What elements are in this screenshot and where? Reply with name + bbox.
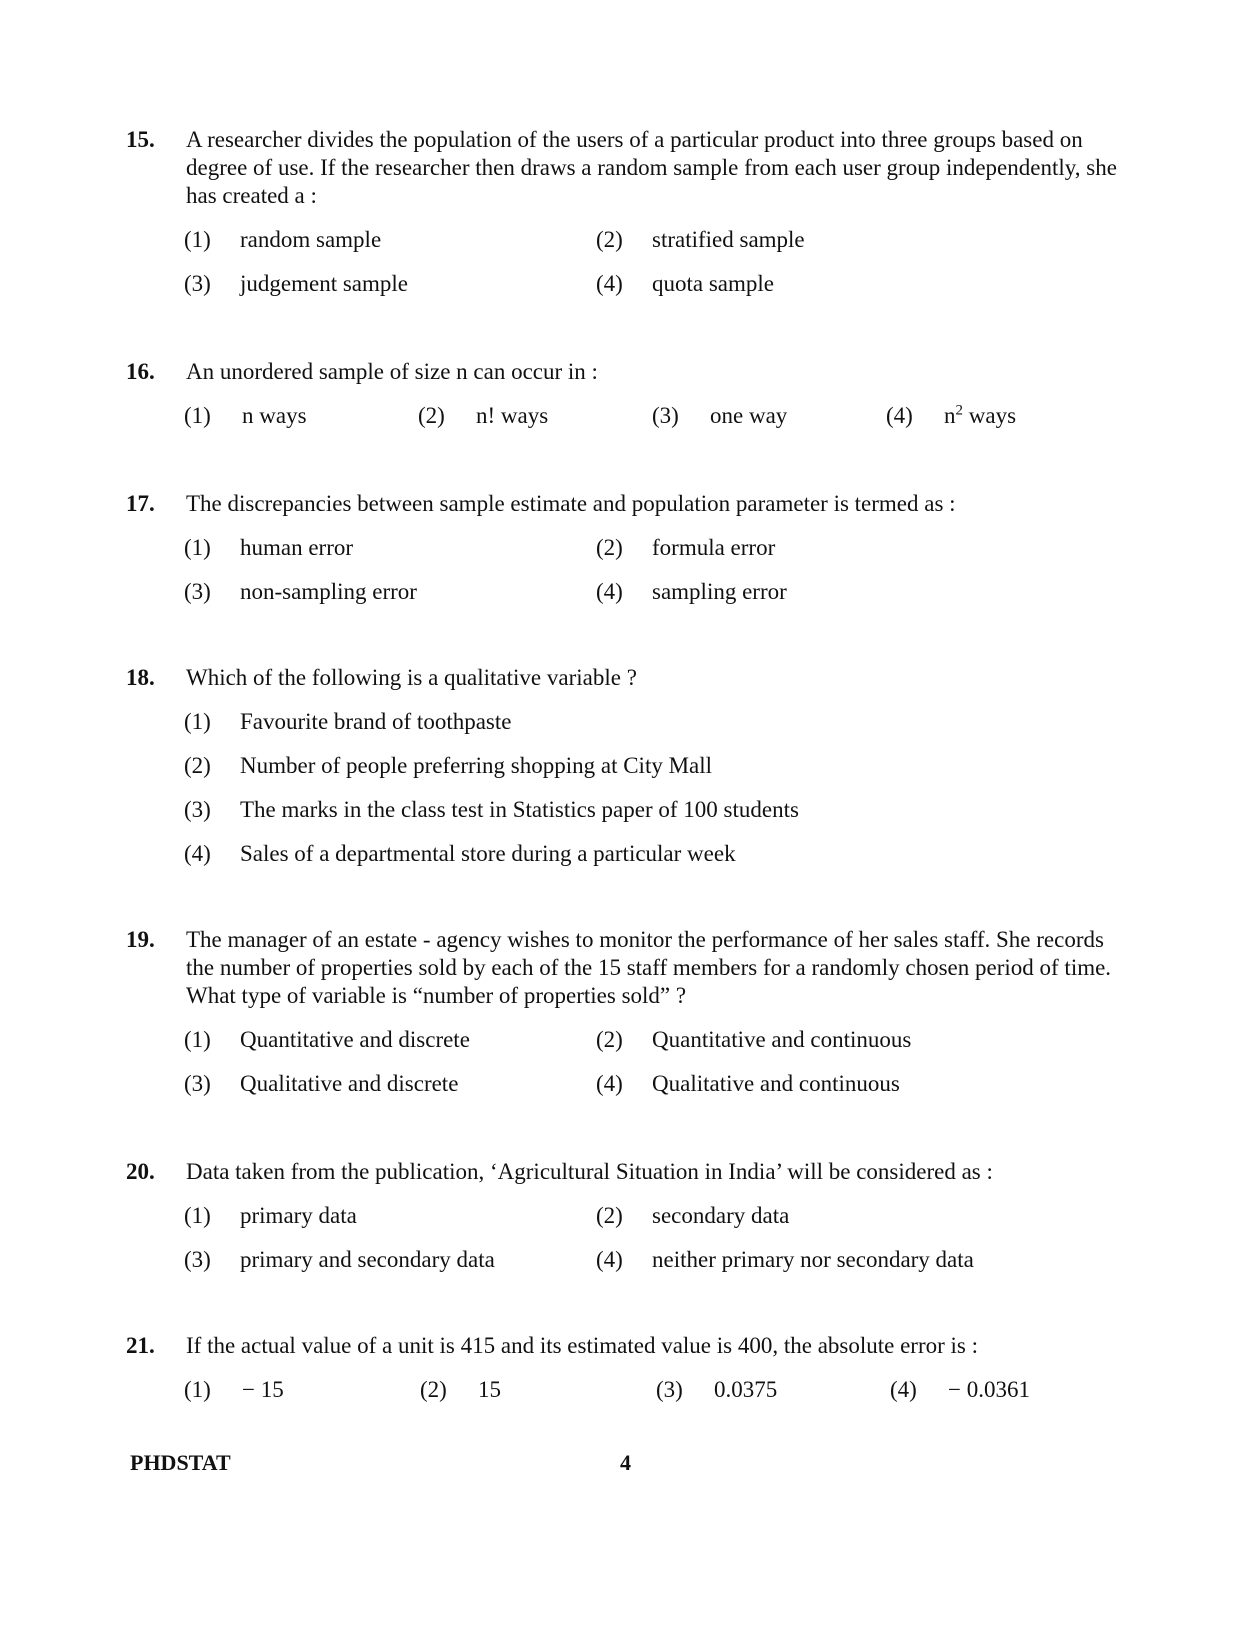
question-text: The manager of an estate - agency wishes to monitor the performance of her sales staff. She records the number of properties sold by each of the 15 staff members for a randomly chosen period of time. What type of variable is “number of properties sold” ? <box>186 927 1112 1008</box>
option-4: (4) neither primary nor secondary data <box>596 1247 974 1272</box>
question-text: A researcher divides the population of the users of a particular product into three groups based on degree of use. If the researcher then draws a random sample from each user group independently, she has created a : <box>186 127 1117 208</box>
question-number: 15. <box>126 127 155 152</box>
option-1: (1) random sample <box>184 227 382 252</box>
option-3: (3) non-sampling error <box>184 579 417 604</box>
question-number: 16. <box>126 359 155 384</box>
option-2: (2) secondary data <box>596 1203 790 1228</box>
option-2: (2) stratified sample <box>596 227 805 252</box>
question-text: Data taken from the publication, ‘Agricultural Situation in India’ will be considered as : <box>186 1159 993 1184</box>
option-4: (4) $n^2$ ways <box>886 402 1017 428</box>
option-1: (1) Favourite brand of toothpaste <box>184 709 512 734</box>
option-4: (4) sampling error <box>596 579 787 604</box>
page-number: 4 <box>620 1450 631 1475</box>
option-2: (2) Quantitative and continuous <box>596 1027 912 1052</box>
question-number: 19. <box>126 927 155 952</box>
question-number: 17. <box>126 491 155 516</box>
option-2: (2) n! ways <box>418 403 549 428</box>
option-3: (3) primary and secondary data <box>184 1247 495 1272</box>
question-text: The discrepancies between sample estimate and population parameter is termed as : <box>186 491 956 516</box>
option-4: (4) − 0.0361 <box>890 1377 1030 1402</box>
option-4: (4) Sales of a departmental store during a particular week <box>184 841 736 866</box>
question-number: 20. <box>126 1159 155 1184</box>
option-1: (1) Quantitative and discrete <box>184 1027 470 1052</box>
option-2: (2) 15 <box>420 1377 501 1402</box>
question-text: Which of the following is a qualitative variable ? <box>186 665 637 690</box>
option-3: (3) 0.0375 <box>656 1377 778 1402</box>
option-1: (1) n ways <box>184 403 307 428</box>
option-1: (1) primary data <box>184 1203 357 1228</box>
option-2: (2) Number of people preferring shopping at City Mall <box>184 753 713 778</box>
option-3: (3) The marks in the class test in Statistics paper of 100 students <box>184 797 799 822</box>
option-3: (3) Qualitative and discrete <box>184 1071 459 1096</box>
question-text: If the actual value of a unit is 415 and its estimated value is 400, the absolute error is : <box>186 1333 979 1358</box>
question-text: An unordered sample of size n can occur in : <box>186 359 598 384</box>
question-number: 18. <box>126 665 155 690</box>
option-4: (4) quota sample <box>596 271 774 296</box>
option-1: (1) human error <box>184 535 354 560</box>
option-2: (2) formula error <box>596 535 776 560</box>
paper-code: PHDSTAT <box>130 1450 231 1475</box>
option-4: (4) Qualitative and continuous <box>596 1071 900 1096</box>
option-3: (3) one way <box>652 403 788 428</box>
option-3: (3) judgement sample <box>184 271 408 296</box>
question-number: 21. <box>126 1333 155 1358</box>
option-1: (1) − 15 <box>184 1377 284 1402</box>
